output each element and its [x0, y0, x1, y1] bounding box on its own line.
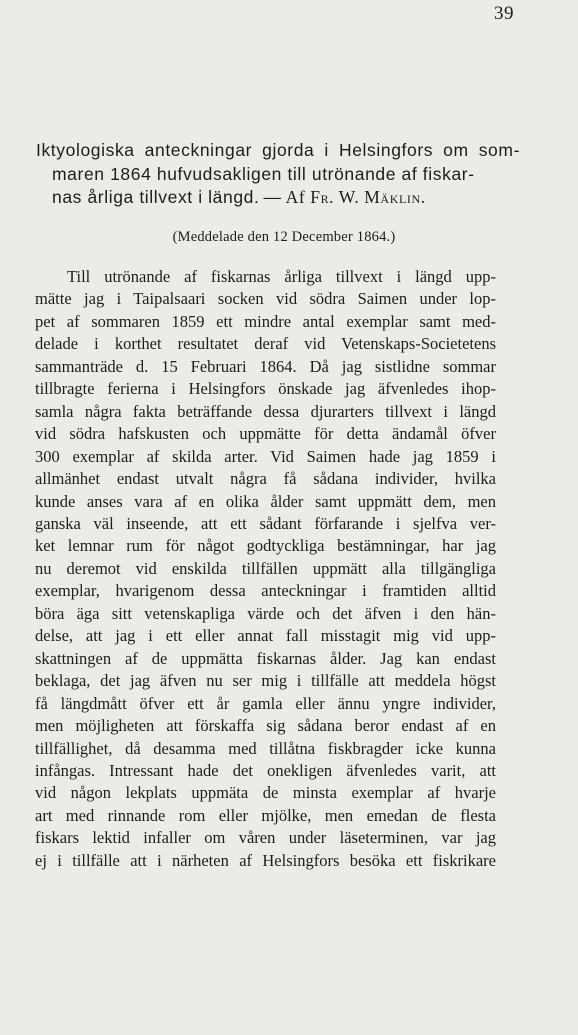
body-line: tillfällighet, då desamma med tillåtna fiskbragder icke kunna [35, 738, 496, 758]
title-line-2: maren 1864 hufvudsakligen till utrönande af fiskar- [52, 163, 475, 184]
body-line: mätte jag i Taipalsaari socken vid södra Saimen under lop- [35, 289, 496, 309]
author-name: Fr. W. Mäklin. [310, 187, 426, 207]
body-line: delade i korthet resultatet deraf vid Vetenskaps-Societetens [35, 334, 496, 354]
dateline-text: (Meddelade den 12 December 1864.) [172, 229, 396, 245]
body-line: 300 exemplar af skilda arter. Vid Saimen hade jag 1859 i [35, 446, 496, 466]
body-line: ganska väl inseende, att ett sådant förfarande i sjelfva ver- [35, 513, 496, 533]
article-title [36, 139, 520, 210]
body-line: samla några fakta beträffande dessa djurarters tillvext i längd [35, 401, 496, 421]
dateline [0, 229, 578, 246]
body-line: tillbragte ferierna i Helsingfors önskade jag äfvenledes ihop- [35, 379, 496, 399]
body-line: nu deremot vid enskilda tillfällen uppmätt alla tillgängliga [35, 558, 496, 578]
body-line: exemplar, hvarigenom dessa anteckningar i framtiden alltid [35, 581, 496, 601]
body-line: beklaga, det jag äfven nu ser mig i tillfälle att meddela högst [35, 671, 496, 691]
title-line-3-text: nas årliga tillvext i längd. [52, 187, 260, 207]
body-line: böra äga sitt vetenskapliga värde och det äfven i den hän- [35, 603, 496, 623]
title-line-1: Iktyologiska anteckningar gjorda i Helsingfors om som- [36, 140, 520, 160]
body-line: skattningen af de uppmätta fiskarnas ålder. Jag kan endast [35, 648, 496, 668]
body-line: pet af sommaren 1859 ett mindre antal exemplar samt med- [35, 311, 496, 331]
body-line: men möjligheten att förskaffa sig sådana beror endast af en [35, 716, 496, 736]
page-number: 39 [494, 3, 514, 24]
body-line: art med rinnande rom eller mjölke, men emedan de flesta [35, 805, 496, 825]
body-line: fiskars lektid infaller om våren under läseterminen, var jag [35, 828, 496, 848]
title-line-3 [36, 186, 520, 210]
body-line: Till utrönande af fiskarnas årliga tillvext i längd upp- [67, 267, 496, 286]
author-byline [286, 187, 426, 207]
body-line: kunde anses vara af en olika ålder samt uppmätt dem, men [35, 491, 496, 511]
body-line: delse, att jag i ett eller annat fall misstagit mig vid upp- [35, 626, 496, 646]
body-line: allmänhet endast utvalt några få sådana individer, hvilka [35, 469, 496, 489]
body-text [35, 266, 496, 872]
body-line: vid någon lekplats uppmäta de minsta exemplar af hvarje [35, 783, 496, 803]
body-line: vid södra hafskusten och uppmätte för detta ändamål öfver [35, 424, 496, 444]
body-line: få längdmått öfver ett år gamla eller ännu yngre individer, [35, 693, 496, 713]
body-line: ej i tillfälle att i närheten af Helsingfors besöka ett fiskrikare [35, 850, 496, 870]
body-line: infångas. Intressant hade det onekligen äfvenledes varit, att [35, 760, 496, 780]
body-line: ket lemnar rum för något godtyckliga bestämningar, har jag [35, 536, 496, 556]
body-line: sammanträde d. 15 Februari 1864. Då jag sistlidne sommar [35, 356, 496, 376]
title-dash: — [263, 187, 282, 207]
author-prefix: Af [285, 187, 306, 207]
